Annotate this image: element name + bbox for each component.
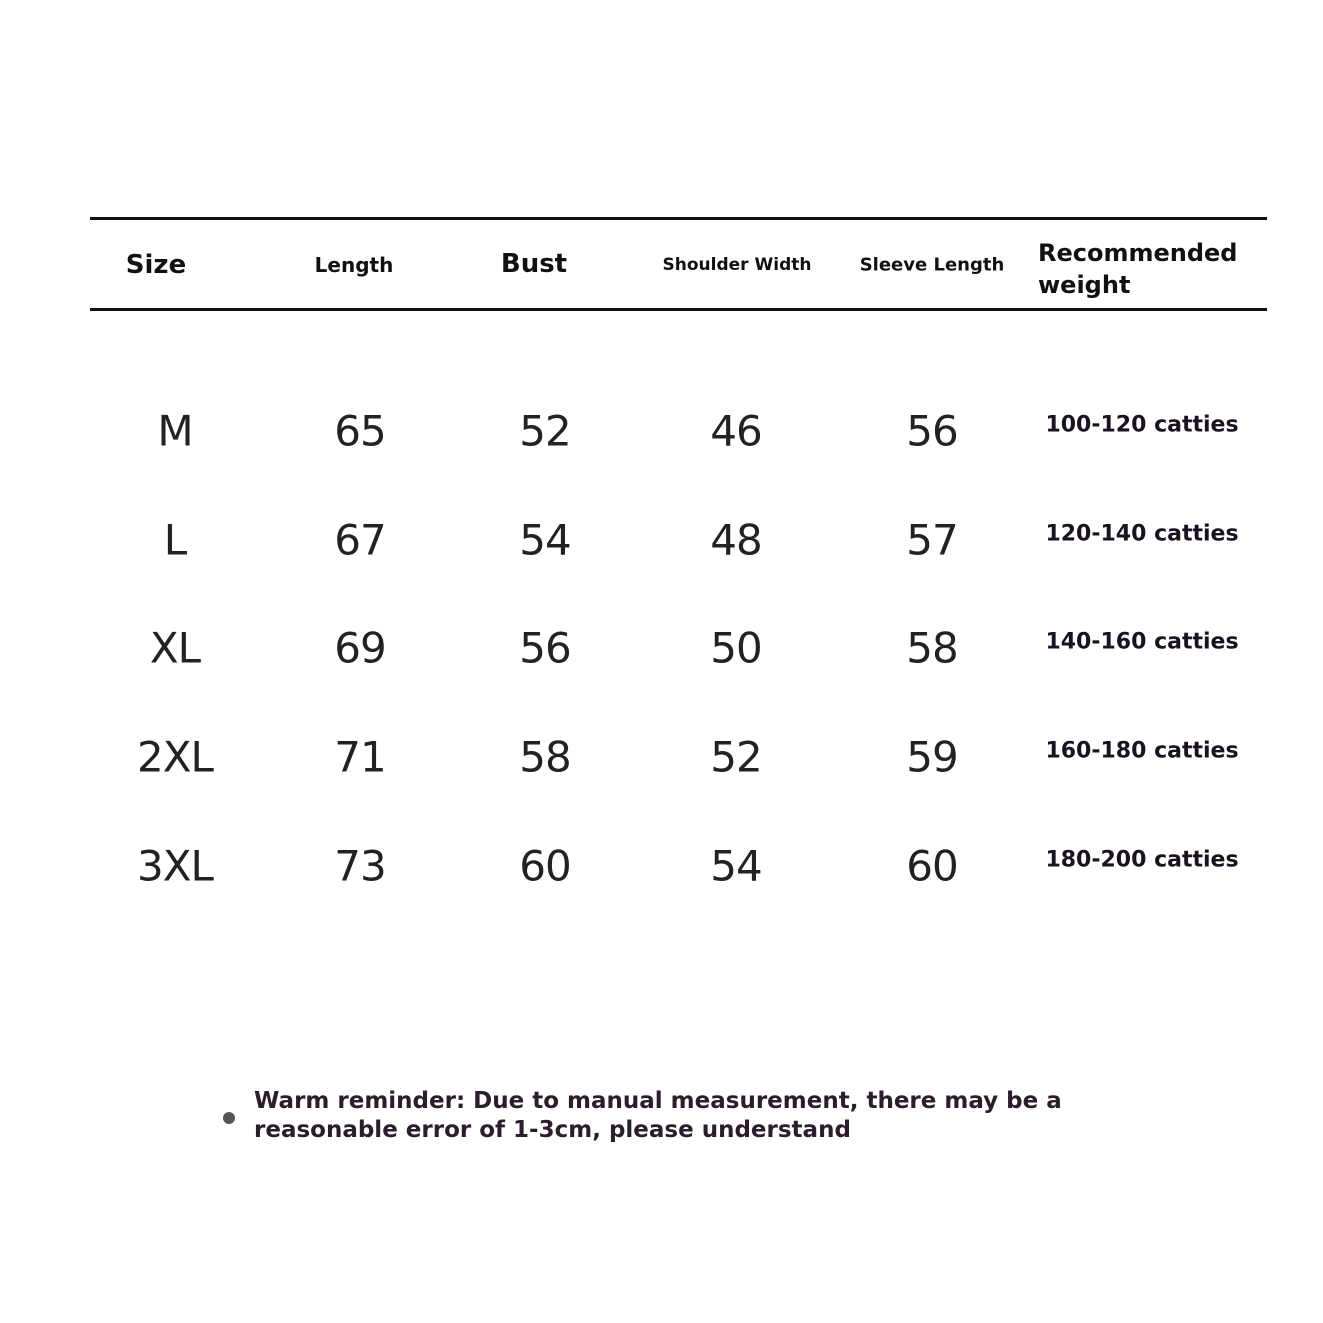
cell-sleeve-length: 59 [906, 732, 958, 782]
header-bust: Bust [500, 249, 568, 279]
header-sleeve-length: Sleeve Length [859, 254, 1005, 276]
cell-size: 2XL [137, 732, 213, 782]
cell-length: 65 [334, 406, 386, 456]
cell-size: L [163, 515, 187, 565]
warm-reminder-note: Warm reminder: Due to manual measurement, there may be a reasonable error of 1-3cm, please understand [254, 1088, 1062, 1143]
table-top-rule [90, 217, 1267, 220]
cell-sleeve-length: 56 [906, 406, 958, 456]
cell-size: XL [149, 623, 201, 673]
cell-bust: 60 [519, 841, 571, 891]
cell-recommended-weight: 180-200 catties [1045, 847, 1239, 873]
cell-recommended-weight: 100-120 catties [1045, 412, 1239, 438]
cell-shoulder-width: 46 [710, 406, 762, 456]
cell-bust: 52 [519, 406, 571, 456]
cell-length: 71 [334, 732, 386, 782]
cell-shoulder-width: 54 [710, 841, 762, 891]
cell-sleeve-length: 57 [906, 515, 958, 565]
cell-bust: 54 [519, 515, 571, 565]
cell-sleeve-length: 58 [906, 623, 958, 673]
bullet-icon [223, 1112, 235, 1124]
cell-recommended-weight: 120-140 catties [1045, 521, 1239, 547]
table-header-rule [90, 308, 1267, 311]
cell-size: M [157, 406, 193, 456]
header-recommended-weight: Recommended weight [1038, 239, 1238, 299]
cell-bust: 56 [519, 623, 571, 673]
header-size: Size [125, 250, 187, 280]
cell-shoulder-width: 52 [710, 732, 762, 782]
cell-bust: 58 [519, 732, 571, 782]
cell-shoulder-width: 50 [710, 623, 762, 673]
cell-size: 3XL [137, 841, 213, 891]
cell-length: 69 [334, 623, 386, 673]
header-length: Length [314, 253, 394, 277]
cell-recommended-weight: 140-160 catties [1045, 629, 1239, 655]
cell-shoulder-width: 48 [710, 515, 762, 565]
header-shoulder-width: Shoulder Width [662, 255, 812, 275]
cell-recommended-weight: 160-180 catties [1045, 738, 1239, 764]
cell-sleeve-length: 60 [906, 841, 958, 891]
cell-length: 67 [334, 515, 386, 565]
cell-length: 73 [334, 841, 386, 891]
